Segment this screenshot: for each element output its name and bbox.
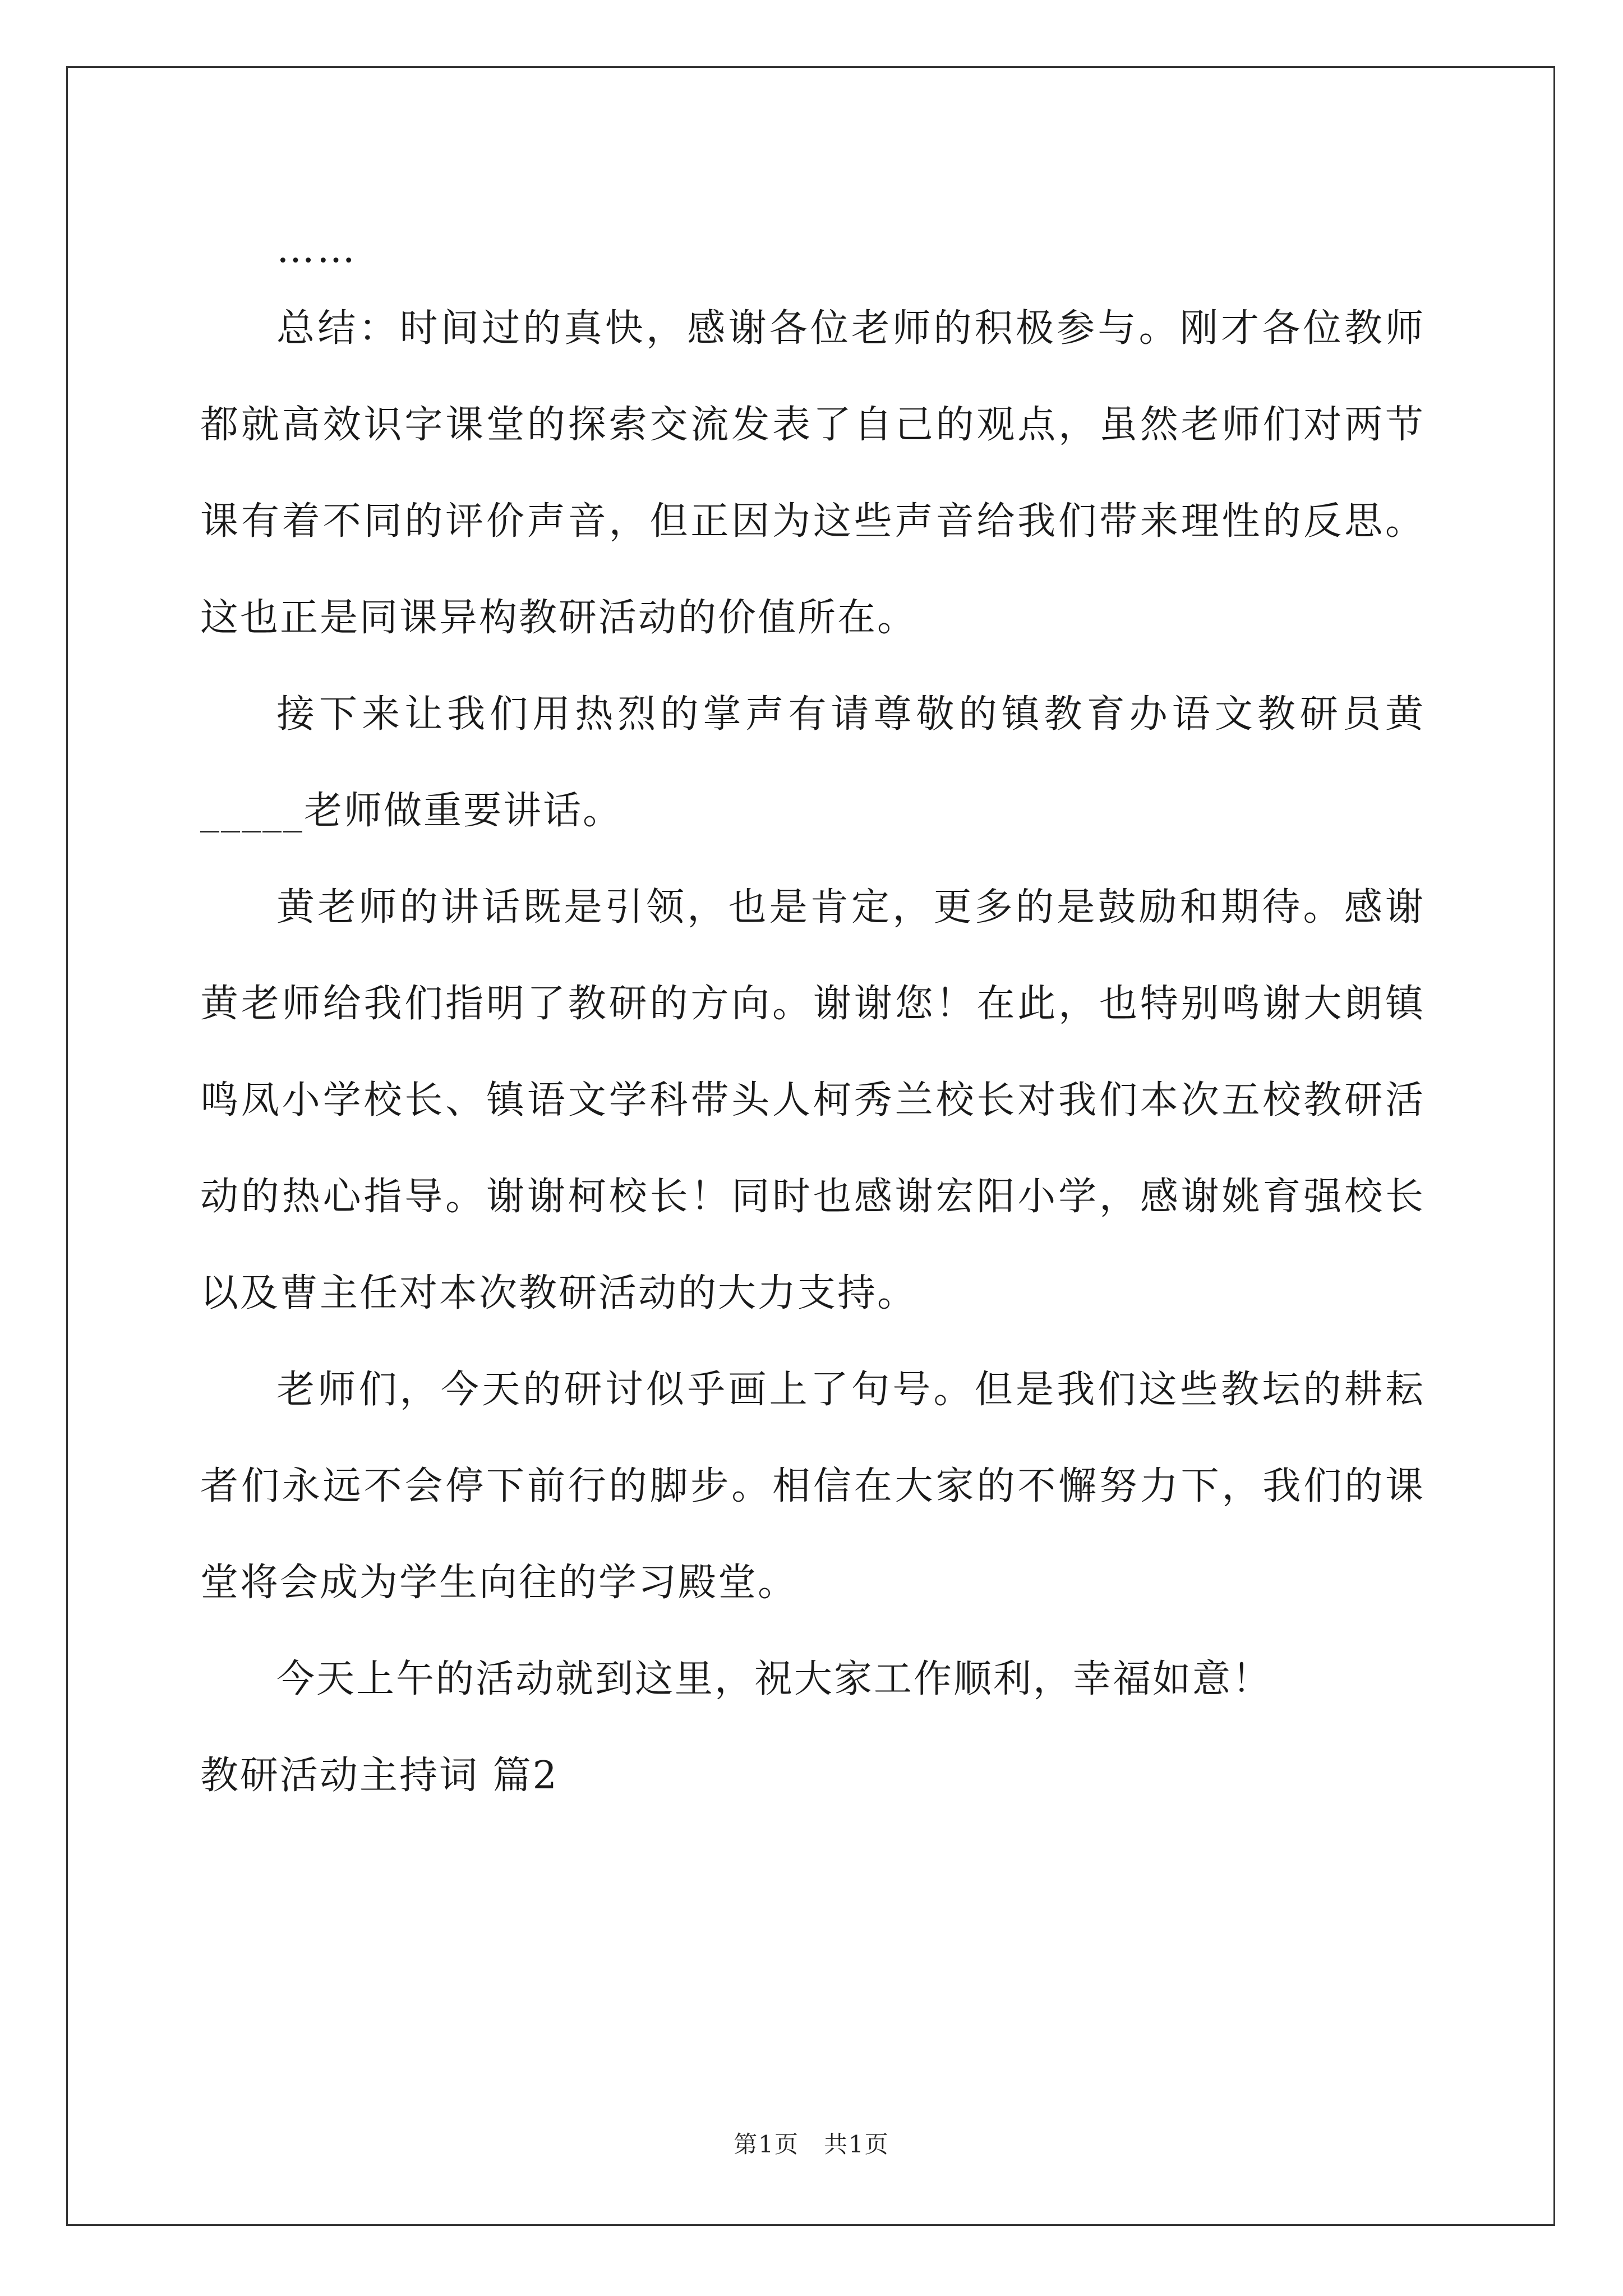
section-heading: 教研活动主持词 篇2 <box>200 1754 559 1798</box>
page-number-footer: 第1页 共1页 <box>734 2131 889 2158</box>
ellipsis-text: …… <box>276 227 357 272</box>
paragraph-farewell: 今天上午的活动就到这里，祝大家工作顺利，幸福如意！ <box>276 1657 1272 1701</box>
paragraph-summary: 总结：时间过的真快，感谢各位老师的积极参与。刚才各位教师都就高效识字课堂的探索交流发表了自己的观点，虽然老师们对两节课有着不同的评价声音，但正因为这些声音给我们带来理性的反思。这也正是同课异构教研活动的价值所在。 <box>200 306 1425 640</box>
paragraph-invitation: 接下来让我们用热烈的掌声有请尊敬的镇教育办语文教研员黄_____老师做重要讲话。 <box>200 692 1425 833</box>
paragraph-closing-remarks: 老师们，今天的研讨似乎画上了句号。但是我们这些教坛的耕耘者们永远不会停下前行的脚步。相信在大家的不懈努力下，我们的课堂将会成为学生向往的学习殿堂。 <box>200 1368 1425 1605</box>
document-body <box>200 219 1425 1824</box>
paragraph-thanks: 黄老师的讲话既是引领，也是肯定，更多的是鼓励和期待。感谢黄老师给我们指明了教研的方向。谢谢您！在此，也特别鸣谢大朗镇鸣凤小学校长、镇语文学科带头人柯秀兰校长对我们本次五校教研活动的热心指导。谢谢柯校长！同时也感谢宏阳小学，感谢姚育强校长以及曹主任对本次教研活动的大力支持。 <box>200 885 1425 1315</box>
